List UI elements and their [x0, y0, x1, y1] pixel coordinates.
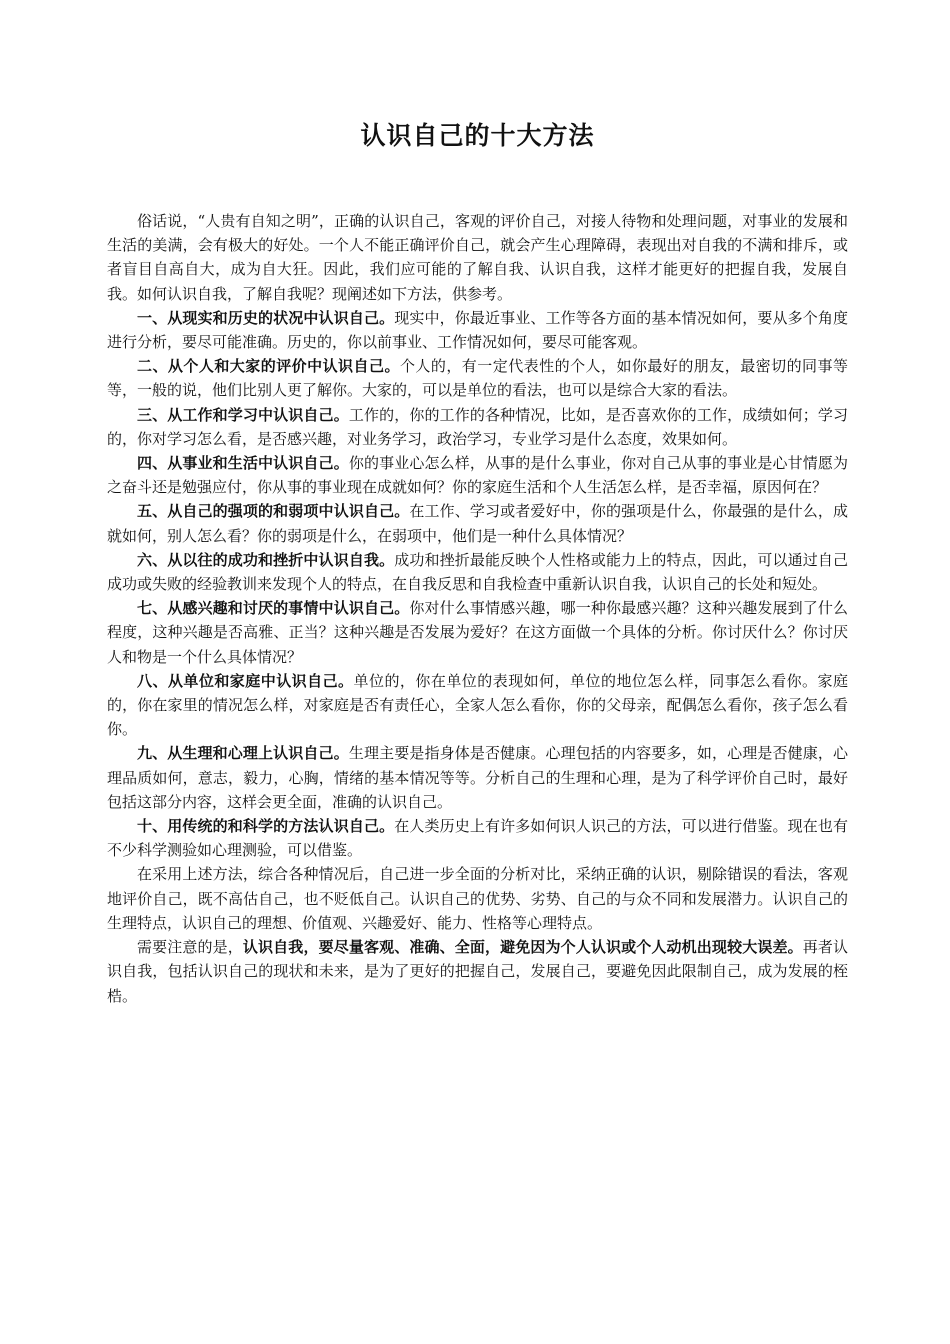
method-paragraph-5: [107, 499, 848, 547]
method-text: 现实中，你最近事业、工作等各方面的基本情况如何，要从多个角度进行分析，要尽可能准确。历史的，你以前事业、工作情况如何，要尽可能客观。: [107, 308, 848, 352]
intro-paragraph: 俗话说，“人贵有自知之明”，正确的认识自己，客观的评价自己，对接人待物和处理问题，对事业的发展和生活的美满，会有极大的好处。一个人不能正确评价自己，就会产生心理障碍，表现出对自我的不满和排斥，或者盲目自高自大，成为自大狂。因此，我们应可能的了解自我、认识自我，这样才能更好的把握自我，发展自我。如何认识自我，了解自我呢？现阐述如下方法，供参考。: [107, 212, 848, 303]
method-paragraph-4: [107, 451, 848, 499]
method-heading: 五、从自己的强项的和弱项中认识自己。: [137, 502, 410, 521]
method-paragraph-7: [107, 596, 848, 669]
method-heading: 四、从事业和生活中认识自己。: [137, 454, 349, 473]
method-heading: 十、用传统的和科学的方法认识自己。: [137, 817, 395, 836]
method-text: 生理主要是指身体是否健康。心理包括的内容要多，如，心理是否健康，心理品质如何，意志，毅力，心胸，情绪的基本情况等等。分析自己的生理和心理，是为了科学评价自己时，最好包括这部分内容，这样会更全面，准确的认识自己。: [107, 744, 848, 811]
method-heading: 三、从工作和学习中认识自己。: [137, 405, 349, 424]
method-text: 你的事业心怎么样，从事的是什么事业，你对自己从事的事业是心甘情愿为之奋斗还是勉强应付，你从事的事业现在成就如何？你的家庭生活和个人生活怎么样，是否幸福，原因何在？: [107, 454, 848, 497]
method-text: 在人类历史上有许多如何识人识己的方法，可以进行借鉴。现在也有不少科学测验如心理测验，可以借鉴。: [107, 817, 848, 860]
document-body: [107, 209, 848, 1008]
method-heading: 七、从感兴趣和讨厌的事情中认识自己。: [137, 599, 410, 618]
method-heading: 八、从单位和家庭中认识自己。: [137, 671, 354, 690]
note-rest: 再者认识自我，包括认识自己的现状和未来，是为了更好的把握自己，发展自己，要避免因此限制自己，成为发展的桎梏。: [107, 938, 848, 1005]
method-text: 工作的，你的工作的各种情况，比如，是否喜欢你的工作，成绩如何；学习的，你对学习怎么看，是否感兴趣，对业务学习，政治学习，专业学习是什么态度，效果如何。: [107, 405, 848, 448]
document-title: 认识自己的十大方法: [360, 121, 595, 150]
method-heading: 二、从个人和大家的评价中认识自己。: [137, 357, 400, 376]
method-paragraph-1: [107, 306, 848, 354]
note-prefix: 需要注意的是，: [137, 938, 243, 957]
method-paragraph-3: [107, 403, 848, 451]
method-paragraph-2: [107, 354, 848, 402]
method-heading: 六、从以往的成功和挫折中认识自我。: [137, 550, 395, 569]
note-paragraph: [107, 935, 848, 1008]
method-paragraph-9: [107, 741, 848, 814]
method-text: 个人的，有一定代表性的个人，如你最好的朋友，最密切的同事等等，一般的说，他们比别人更了解你。大家的，可以是单位的看法，也可以是综合大家的看法。: [107, 357, 848, 400]
summary-paragraph: 在采用上述方法，综合各种情况后，自己进一步全面的分析对比，采纳正确的认识，剔除错误的看法，客观地评价自己，既不高估自己，也不贬低自己。认识自己的优势、劣势、自己的与众不同和发展潜力。认识自己的生理特点，认识自己的理想、价值观、兴趣爱好、能力、性格等心理特点。: [107, 865, 848, 932]
method-paragraph-8: [107, 669, 848, 742]
method-text: 成功和挫折最能反映个人性格或能力上的特点，因此，可以通过自己成功或失败的经验教训来发现个人的特点，在自我反思和自我检查中重新认识自我，认识自己的长处和短处。: [107, 550, 848, 594]
method-paragraph-10: [107, 814, 848, 862]
method-paragraph-6: [107, 548, 848, 596]
note-emphasis: 认识自我，要尽量客观、准确、全面，避免因为个人认识或个人动机出现较大误差。: [242, 938, 803, 957]
method-text: 你对什么事情感兴趣，哪一种你最感兴趣？这种兴趣发展到了什么程度，这种兴趣是否高雅、正当？这种兴趣是否发展为爱好？在这方面做一个具体的分析。你讨厌什么？你讨厌人和物是一个什么具体情况？: [107, 599, 848, 666]
method-text: 在工作、学习或者爱好中，你的强项是什么，你最强的是什么，成就如何，别人怎么看？你的弱项是什么，在弱项中，他们是一种什么具体情况？: [107, 502, 848, 545]
method-heading: 一、从现实和历史的状况中认识自己。: [137, 308, 395, 327]
method-text: 单位的，你在单位的表现如何，单位的地位怎么样，同事怎么看你。家庭的，你在家里的情况怎么样，对家庭是否有责任心，全家人怎么看你，你的父母亲，配偶怎么看你，孩子怎么看你。: [107, 671, 848, 739]
method-heading: 九、从生理和心理上认识自己。: [137, 744, 349, 763]
